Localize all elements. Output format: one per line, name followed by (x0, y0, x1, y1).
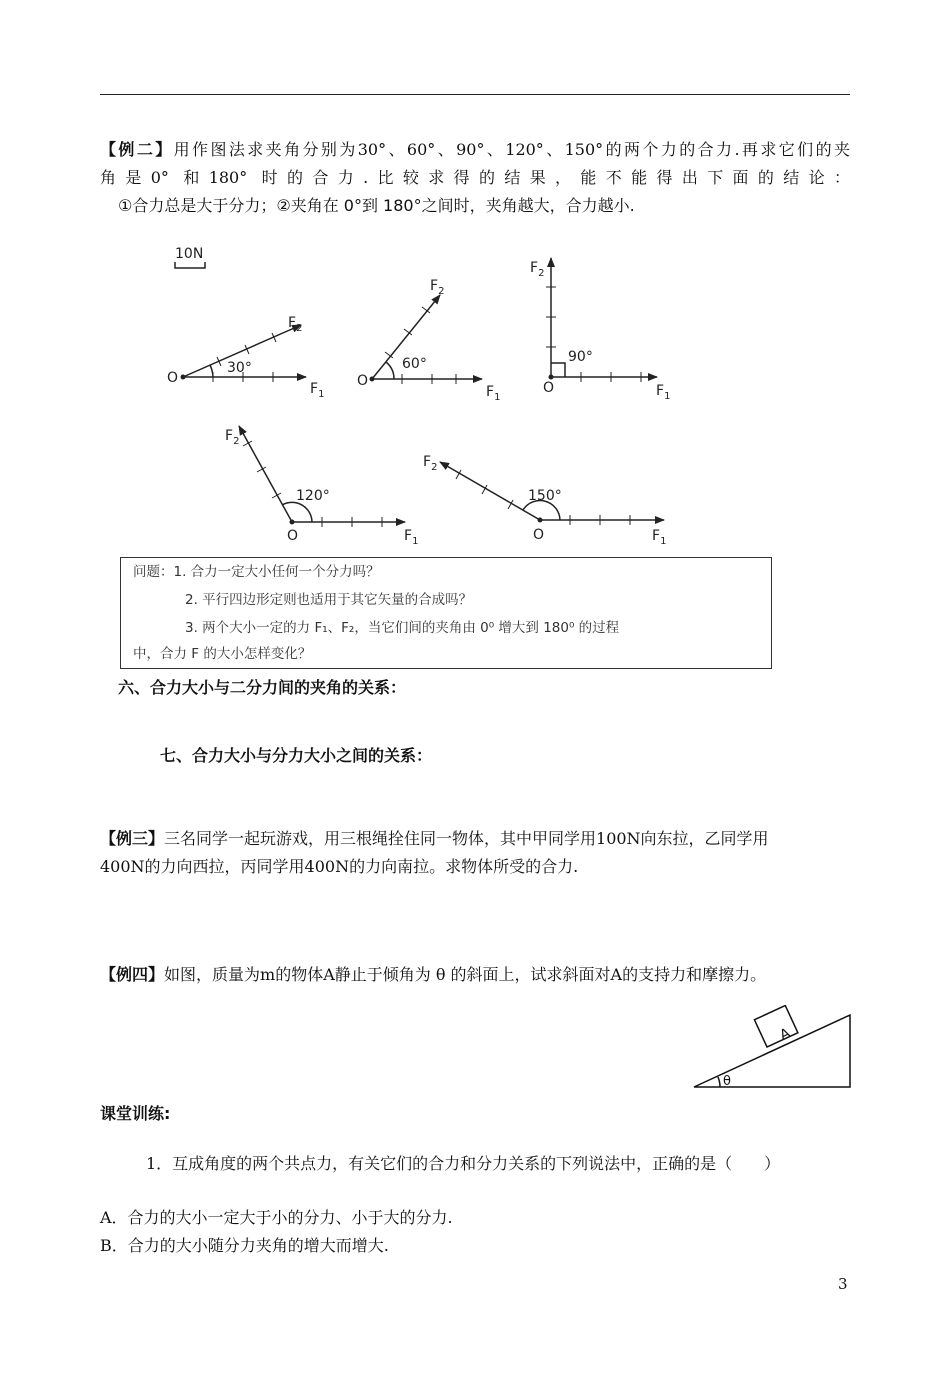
block-a-label: A (777, 1025, 793, 1044)
svg-text:F2: $F_2$ (430, 278, 445, 297)
section-6-heading: 六、合力大小与二分力间的夹角的关系： (118, 678, 407, 697)
svg-text:F1: $F_1$ (404, 528, 419, 547)
origin-label: O (533, 527, 545, 543)
f2-arrow-150 (440, 462, 540, 520)
example4-line1 (100, 961, 766, 989)
question-3: 3. 两个大小一定的力 F₁、F₂，当它们间的夹角由 0⁰ 增大到 180⁰ 的过程 (185, 620, 620, 636)
svg-text:F2: $F_2$ (423, 454, 438, 473)
example2-line3: ①合力总是大于分力；②夹角在 0°到 180°之间时，夹角越大，合力越小. (118, 196, 635, 215)
angle-label-60: 60° (402, 356, 427, 372)
question-1: 问题：1. 合力一定大小任何一个分力吗？ (133, 564, 380, 580)
example3-text1: 三名同学一起玩游戏，用三根绳拴住同一物体，其中甲同学用100N向东拉，乙同学用 (164, 829, 769, 848)
theta-arc (718, 1077, 720, 1087)
block-a (754, 1006, 797, 1047)
example4-text1: 如图，质量为m的物体A静止于倾角为 θ 的斜面上，试求斜面对A的支持力和摩擦力。 (164, 965, 767, 984)
example2-tag: 【例二】 (100, 140, 174, 159)
origin-label: O (543, 380, 555, 396)
question-box (120, 557, 772, 669)
scale-label: 10N (175, 246, 204, 262)
angle-label-30: 30° (227, 360, 252, 376)
example2-text1: 用作图法求夹角分别为30°、60°、90°、120°、150°的两个力的合力.再求它们的夹 (173, 140, 850, 159)
origin-label: O (287, 528, 299, 544)
practice-title: 课堂训练: (100, 1104, 171, 1123)
example3-line1 (100, 825, 769, 853)
option-b: B．合力的大小随分力夹角的增大而增大. (100, 1236, 389, 1255)
scale-bar (175, 262, 205, 268)
f2-arrow-120 (239, 426, 292, 522)
header-rule (100, 94, 850, 95)
svg-text:F2: $F_2$ (288, 315, 303, 334)
theta-label: θ (723, 1074, 731, 1089)
option-a: A．合力的大小一定大于小的分力、小于大的分力. (100, 1208, 453, 1227)
incline-diagram (680, 1005, 860, 1100)
example4-tag: 【例四】 (100, 965, 165, 984)
right-angle-mark (551, 363, 565, 377)
angle-label-120: 120° (296, 488, 330, 504)
svg-text:F1: $F_1$ (656, 383, 671, 402)
svg-text:F1: $F_1$ (652, 528, 667, 547)
example3-line2: 400N的力向西拉，丙同学用400N的力向南拉。求物体所受的合力. (100, 857, 579, 876)
origin-label: O (357, 373, 369, 389)
section-7-heading: 七、合力大小与分力大小之间的关系： (160, 746, 433, 765)
question-3-cont: 中，合力 F 的大小怎样变化？ (133, 646, 312, 662)
question-2: 2. 平行四边形定则也适用于其它矢量的合成吗？ (185, 592, 473, 608)
origin-label: O (167, 370, 179, 386)
svg-text:F2: $F_2$ (225, 428, 240, 447)
example3-tag: 【例三】 (100, 829, 165, 848)
angle-arc-60 (386, 362, 394, 379)
example2-line2: 角是0° 和180° 时的合力.比较求得的结果，能不能得出下面的结论： (100, 168, 850, 187)
angle-label-150: 150° (528, 488, 562, 504)
example2-line1 (100, 136, 850, 164)
svg-text:F2: $F_2$ (530, 260, 545, 279)
force-diagrams (0, 230, 950, 560)
angle-label-90: 90° (568, 349, 593, 365)
practice-question-1: 1．互成角度的两个共点力，有关它们的合力和分力关系的下列说法中，正确的是（ ） (146, 1154, 781, 1173)
svg-text:F1: $F_1$ (486, 384, 501, 403)
page-number: 3 (838, 1275, 848, 1293)
svg-text:F1: $F_1$ (310, 381, 325, 400)
